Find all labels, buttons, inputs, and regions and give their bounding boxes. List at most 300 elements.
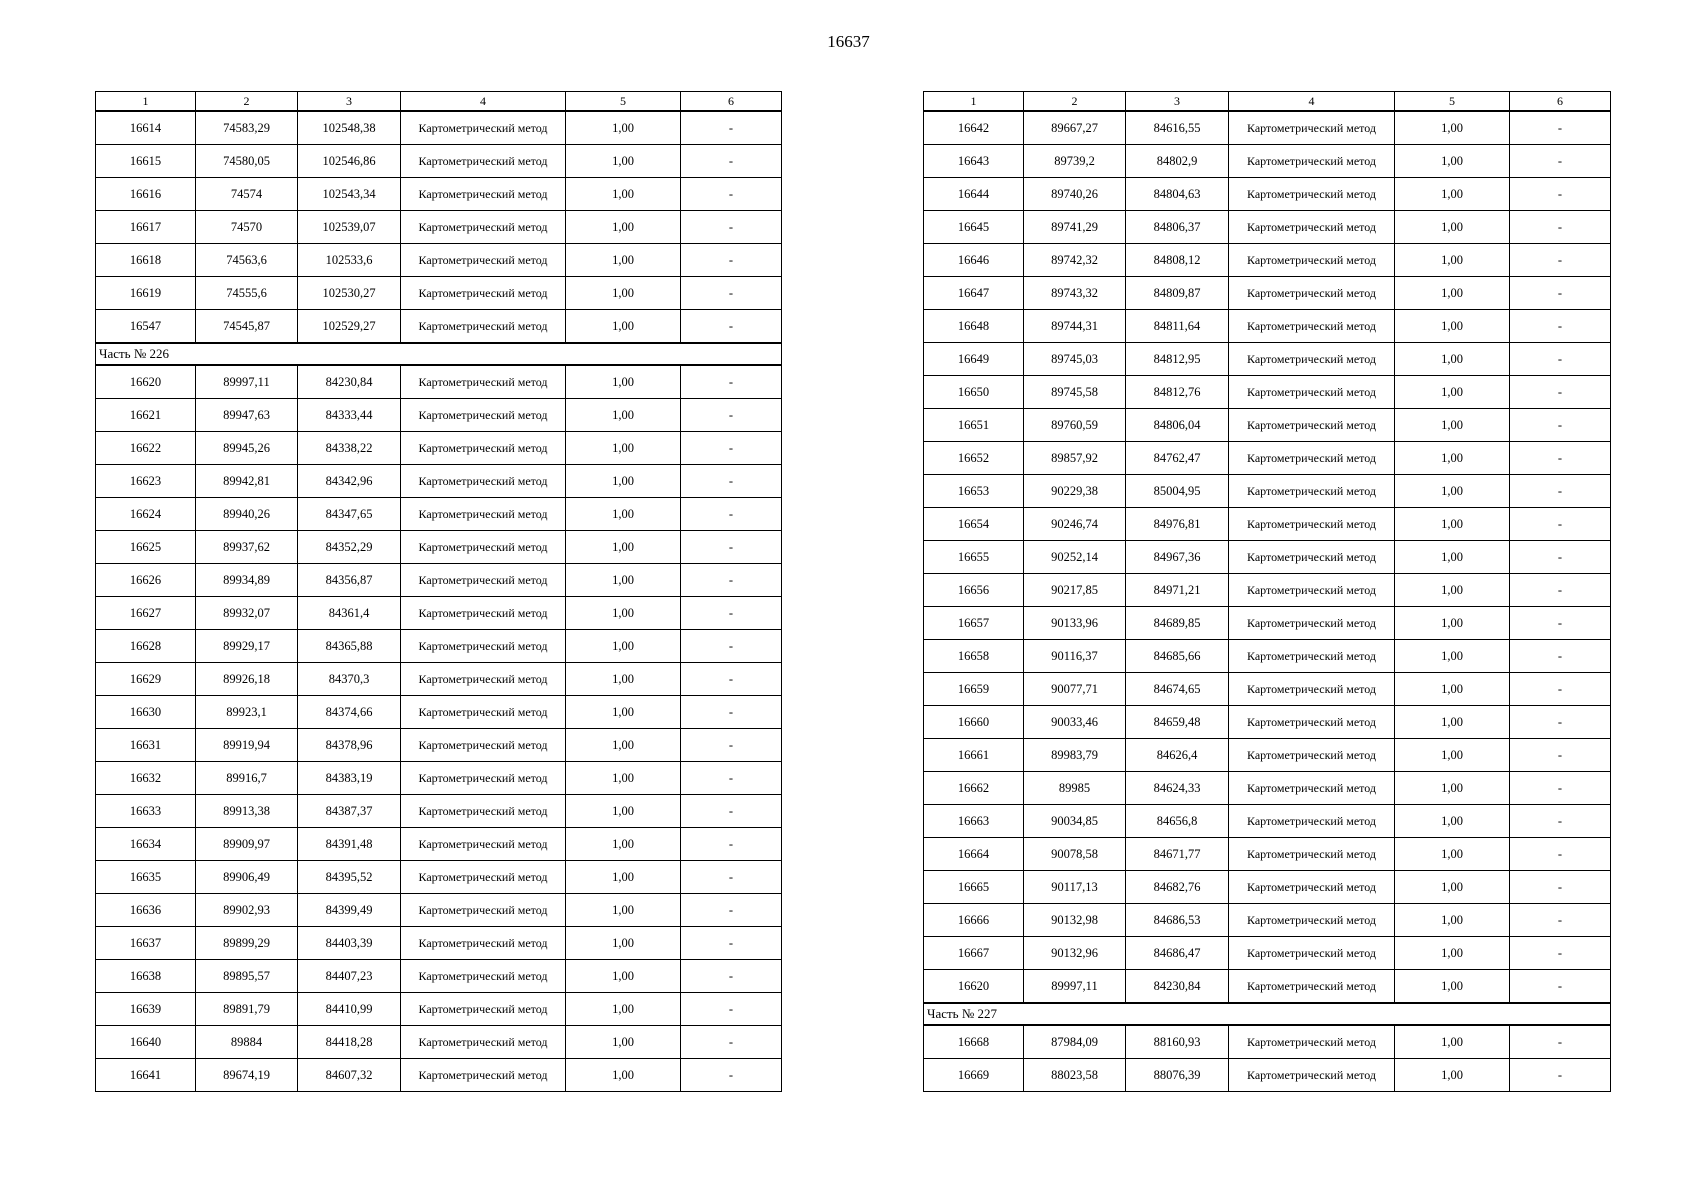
y-coordinate-cell: 84806,04 xyxy=(1126,409,1229,442)
table-row xyxy=(96,178,782,211)
y-coordinate-cell: 84685,66 xyxy=(1126,640,1229,673)
description-cell: - xyxy=(681,498,782,531)
point-number-cell: 16652 xyxy=(924,442,1024,475)
point-number-cell: 16660 xyxy=(924,706,1024,739)
point-number-cell: 16625 xyxy=(96,531,196,564)
x-coordinate-cell: 89902,93 xyxy=(196,894,298,927)
accuracy-cell: 1,00 xyxy=(566,310,681,344)
point-number-cell: 16633 xyxy=(96,795,196,828)
y-coordinate-cell: 84762,47 xyxy=(1126,442,1229,475)
table-row xyxy=(924,541,1611,574)
table-row xyxy=(96,762,782,795)
method-cell: Картометрический метод xyxy=(401,795,566,828)
y-coordinate-cell: 102546,86 xyxy=(298,145,401,178)
point-number-cell: 16658 xyxy=(924,640,1024,673)
description-cell: - xyxy=(681,244,782,277)
y-coordinate-cell: 84671,77 xyxy=(1126,838,1229,871)
method-cell: Картометрический метод xyxy=(1229,111,1395,145)
x-coordinate-cell: 90217,85 xyxy=(1024,574,1126,607)
x-coordinate-cell: 74563,6 xyxy=(196,244,298,277)
accuracy-cell: 1,00 xyxy=(566,465,681,498)
point-number-cell: 16636 xyxy=(96,894,196,927)
column-header: 3 xyxy=(1126,92,1229,112)
point-number-cell: 16668 xyxy=(924,1025,1024,1059)
y-coordinate-cell: 84976,81 xyxy=(1126,508,1229,541)
point-number-cell: 16627 xyxy=(96,597,196,630)
y-coordinate-cell: 84333,44 xyxy=(298,399,401,432)
description-cell: - xyxy=(681,630,782,663)
description-cell: - xyxy=(681,145,782,178)
coordinates-table-left xyxy=(95,91,782,1092)
x-coordinate-cell: 89884 xyxy=(196,1026,298,1059)
y-coordinate-cell: 84370,3 xyxy=(298,663,401,696)
accuracy-cell: 1,00 xyxy=(1395,607,1510,640)
description-cell: - xyxy=(681,365,782,399)
y-coordinate-cell: 84971,21 xyxy=(1126,574,1229,607)
x-coordinate-cell: 74583,29 xyxy=(196,111,298,145)
method-cell: Картометрический метод xyxy=(401,762,566,795)
x-coordinate-cell: 89929,17 xyxy=(196,630,298,663)
table-row xyxy=(924,508,1611,541)
point-number-cell: 16626 xyxy=(96,564,196,597)
x-coordinate-cell: 89906,49 xyxy=(196,861,298,894)
method-cell: Картометрический метод xyxy=(401,894,566,927)
method-cell: Картометрический метод xyxy=(1229,1025,1395,1059)
point-number-cell: 16632 xyxy=(96,762,196,795)
y-coordinate-cell: 84356,87 xyxy=(298,564,401,597)
description-cell: - xyxy=(1510,838,1611,871)
x-coordinate-cell: 90133,96 xyxy=(1024,607,1126,640)
point-number-cell: 16662 xyxy=(924,772,1024,805)
accuracy-cell: 1,00 xyxy=(1395,1025,1510,1059)
description-cell: - xyxy=(681,927,782,960)
table-row xyxy=(924,244,1611,277)
method-cell: Картометрический метод xyxy=(401,498,566,531)
point-number-cell: 16629 xyxy=(96,663,196,696)
coordinates-table-right xyxy=(923,91,1611,1092)
y-coordinate-cell: 84656,8 xyxy=(1126,805,1229,838)
method-cell: Картометрический метод xyxy=(1229,706,1395,739)
table-row xyxy=(96,993,782,1026)
accuracy-cell: 1,00 xyxy=(566,564,681,597)
y-coordinate-cell: 102543,34 xyxy=(298,178,401,211)
column-header: 6 xyxy=(681,92,782,112)
x-coordinate-cell: 90034,85 xyxy=(1024,805,1126,838)
table-row xyxy=(924,739,1611,772)
description-cell: - xyxy=(681,729,782,762)
table-row xyxy=(924,111,1611,145)
point-number-cell: 16547 xyxy=(96,310,196,344)
method-cell: Картометрический метод xyxy=(401,663,566,696)
accuracy-cell: 1,00 xyxy=(1395,739,1510,772)
accuracy-cell: 1,00 xyxy=(1395,871,1510,904)
method-cell: Картометрический метод xyxy=(1229,607,1395,640)
method-cell: Картометрический метод xyxy=(1229,1059,1395,1092)
accuracy-cell: 1,00 xyxy=(566,244,681,277)
accuracy-cell: 1,00 xyxy=(1395,640,1510,673)
x-coordinate-cell: 89895,57 xyxy=(196,960,298,993)
description-cell: - xyxy=(681,465,782,498)
y-coordinate-cell: 84804,63 xyxy=(1126,178,1229,211)
column-header: 5 xyxy=(1395,92,1510,112)
table-row xyxy=(924,1025,1611,1059)
table-row xyxy=(924,937,1611,970)
x-coordinate-cell: 89940,26 xyxy=(196,498,298,531)
accuracy-cell: 1,00 xyxy=(1395,111,1510,145)
x-coordinate-cell: 89742,32 xyxy=(1024,244,1126,277)
method-cell: Картометрический метод xyxy=(1229,871,1395,904)
table-row xyxy=(924,475,1611,508)
description-cell: - xyxy=(681,762,782,795)
section-row xyxy=(96,343,782,365)
table-row xyxy=(924,904,1611,937)
accuracy-cell: 1,00 xyxy=(1395,376,1510,409)
table-header-row xyxy=(96,92,782,112)
method-cell: Картометрический метод xyxy=(401,630,566,663)
description-cell: - xyxy=(1510,871,1611,904)
description-cell: - xyxy=(681,531,782,564)
table-row xyxy=(924,343,1611,376)
table-row xyxy=(96,211,782,244)
y-coordinate-cell: 85004,95 xyxy=(1126,475,1229,508)
column-header: 6 xyxy=(1510,92,1611,112)
method-cell: Картометрический метод xyxy=(401,927,566,960)
accuracy-cell: 1,00 xyxy=(566,696,681,729)
method-cell: Картометрический метод xyxy=(401,432,566,465)
point-number-cell: 16655 xyxy=(924,541,1024,574)
method-cell: Картометрический метод xyxy=(1229,739,1395,772)
x-coordinate-cell: 90116,37 xyxy=(1024,640,1126,673)
point-number-cell: 16654 xyxy=(924,508,1024,541)
method-cell: Картометрический метод xyxy=(401,399,566,432)
table-row xyxy=(924,376,1611,409)
accuracy-cell: 1,00 xyxy=(566,597,681,630)
accuracy-cell: 1,00 xyxy=(1395,970,1510,1004)
point-number-cell: 16650 xyxy=(924,376,1024,409)
x-coordinate-cell: 89947,63 xyxy=(196,399,298,432)
accuracy-cell: 1,00 xyxy=(1395,442,1510,475)
table-row xyxy=(96,432,782,465)
y-coordinate-cell: 84361,4 xyxy=(298,597,401,630)
table-row xyxy=(96,960,782,993)
description-cell: - xyxy=(681,564,782,597)
point-number-cell: 16645 xyxy=(924,211,1024,244)
table-row xyxy=(96,310,782,344)
point-number-cell: 16664 xyxy=(924,838,1024,871)
description-cell: - xyxy=(681,861,782,894)
column-header: 5 xyxy=(566,92,681,112)
point-number-cell: 16620 xyxy=(96,365,196,399)
method-cell: Картометрический метод xyxy=(401,178,566,211)
point-number-cell: 16648 xyxy=(924,310,1024,343)
method-cell: Картометрический метод xyxy=(1229,178,1395,211)
accuracy-cell: 1,00 xyxy=(566,993,681,1026)
x-coordinate-cell: 74555,6 xyxy=(196,277,298,310)
accuracy-cell: 1,00 xyxy=(566,894,681,927)
method-cell: Картометрический метод xyxy=(401,696,566,729)
description-cell: - xyxy=(681,310,782,344)
point-number-cell: 16659 xyxy=(924,673,1024,706)
table-row xyxy=(924,409,1611,442)
description-cell: - xyxy=(681,432,782,465)
method-cell: Картометрический метод xyxy=(1229,376,1395,409)
table-row xyxy=(96,111,782,145)
table-row xyxy=(96,663,782,696)
method-cell: Картометрический метод xyxy=(1229,970,1395,1004)
y-coordinate-cell: 84399,49 xyxy=(298,894,401,927)
description-cell: - xyxy=(681,1059,782,1092)
column-header: 2 xyxy=(1024,92,1126,112)
column-header: 1 xyxy=(924,92,1024,112)
accuracy-cell: 1,00 xyxy=(566,432,681,465)
point-number-cell: 16667 xyxy=(924,937,1024,970)
x-coordinate-cell: 89919,94 xyxy=(196,729,298,762)
description-cell: - xyxy=(1510,442,1611,475)
method-cell: Картометрический метод xyxy=(401,564,566,597)
method-cell: Картометрический метод xyxy=(401,1059,566,1092)
x-coordinate-cell: 90252,14 xyxy=(1024,541,1126,574)
y-coordinate-cell: 84410,99 xyxy=(298,993,401,1026)
accuracy-cell: 1,00 xyxy=(566,211,681,244)
method-cell: Картометрический метод xyxy=(1229,211,1395,244)
page-number: 16637 xyxy=(827,32,870,51)
method-cell: Картометрический метод xyxy=(1229,475,1395,508)
y-coordinate-cell: 84374,66 xyxy=(298,696,401,729)
table-row xyxy=(924,871,1611,904)
table-row xyxy=(924,838,1611,871)
x-coordinate-cell: 89741,29 xyxy=(1024,211,1126,244)
x-coordinate-cell: 87984,09 xyxy=(1024,1025,1126,1059)
description-cell: - xyxy=(1510,376,1611,409)
description-cell: - xyxy=(681,960,782,993)
method-cell: Картометрический метод xyxy=(1229,772,1395,805)
accuracy-cell: 1,00 xyxy=(1395,706,1510,739)
y-coordinate-cell: 84624,33 xyxy=(1126,772,1229,805)
accuracy-cell: 1,00 xyxy=(566,828,681,861)
table-row xyxy=(96,828,782,861)
x-coordinate-cell: 89667,27 xyxy=(1024,111,1126,145)
x-coordinate-cell: 89740,26 xyxy=(1024,178,1126,211)
description-cell: - xyxy=(1510,310,1611,343)
x-coordinate-cell: 74570 xyxy=(196,211,298,244)
accuracy-cell: 1,00 xyxy=(1395,772,1510,805)
table-row xyxy=(96,696,782,729)
point-number-cell: 16634 xyxy=(96,828,196,861)
point-number-cell: 16638 xyxy=(96,960,196,993)
table-row xyxy=(96,399,782,432)
x-coordinate-cell: 89744,31 xyxy=(1024,310,1126,343)
y-coordinate-cell: 102530,27 xyxy=(298,277,401,310)
point-number-cell: 16630 xyxy=(96,696,196,729)
y-coordinate-cell: 84674,65 xyxy=(1126,673,1229,706)
x-coordinate-cell: 89760,59 xyxy=(1024,409,1126,442)
point-number-cell: 16616 xyxy=(96,178,196,211)
accuracy-cell: 1,00 xyxy=(566,762,681,795)
y-coordinate-cell: 84230,84 xyxy=(298,365,401,399)
x-coordinate-cell: 74545,87 xyxy=(196,310,298,344)
column-header: 2 xyxy=(196,92,298,112)
method-cell: Картометрический метод xyxy=(401,465,566,498)
method-cell: Картометрический метод xyxy=(401,277,566,310)
y-coordinate-cell: 84407,23 xyxy=(298,960,401,993)
table-row xyxy=(924,805,1611,838)
x-coordinate-cell: 90246,74 xyxy=(1024,508,1126,541)
table-row xyxy=(96,729,782,762)
accuracy-cell: 1,00 xyxy=(566,1026,681,1059)
y-coordinate-cell: 102533,6 xyxy=(298,244,401,277)
accuracy-cell: 1,00 xyxy=(566,663,681,696)
table-row xyxy=(96,145,782,178)
description-cell: - xyxy=(681,277,782,310)
table-row xyxy=(924,970,1611,1004)
y-coordinate-cell: 102539,07 xyxy=(298,211,401,244)
y-coordinate-cell: 84812,95 xyxy=(1126,343,1229,376)
point-number-cell: 16646 xyxy=(924,244,1024,277)
description-cell: - xyxy=(1510,211,1611,244)
y-coordinate-cell: 84689,85 xyxy=(1126,607,1229,640)
accuracy-cell: 1,00 xyxy=(566,531,681,564)
description-cell: - xyxy=(1510,772,1611,805)
y-coordinate-cell: 84626,4 xyxy=(1126,739,1229,772)
table-row xyxy=(96,795,782,828)
x-coordinate-cell: 89891,79 xyxy=(196,993,298,1026)
description-cell: - xyxy=(1510,970,1611,1004)
description-cell: - xyxy=(681,211,782,244)
table-row xyxy=(96,244,782,277)
y-coordinate-cell: 84806,37 xyxy=(1126,211,1229,244)
y-coordinate-cell: 84686,53 xyxy=(1126,904,1229,937)
accuracy-cell: 1,00 xyxy=(1395,310,1510,343)
point-number-cell: 16653 xyxy=(924,475,1024,508)
table-row xyxy=(924,277,1611,310)
table-row xyxy=(96,498,782,531)
description-cell: - xyxy=(1510,111,1611,145)
x-coordinate-cell: 89739,2 xyxy=(1024,145,1126,178)
table-row xyxy=(924,607,1611,640)
description-cell: - xyxy=(1510,343,1611,376)
method-cell: Картометрический метод xyxy=(401,993,566,1026)
description-cell: - xyxy=(1510,1025,1611,1059)
table-row xyxy=(96,861,782,894)
method-cell: Картометрический метод xyxy=(1229,508,1395,541)
point-number-cell: 16621 xyxy=(96,399,196,432)
accuracy-cell: 1,00 xyxy=(566,861,681,894)
table-row xyxy=(96,564,782,597)
table-row xyxy=(96,927,782,960)
point-number-cell: 16631 xyxy=(96,729,196,762)
x-coordinate-cell: 89926,18 xyxy=(196,663,298,696)
accuracy-cell: 1,00 xyxy=(1395,937,1510,970)
description-cell: - xyxy=(1510,607,1611,640)
point-number-cell: 16644 xyxy=(924,178,1024,211)
description-cell: - xyxy=(1510,409,1611,442)
point-number-cell: 16641 xyxy=(96,1059,196,1092)
table-row xyxy=(96,531,782,564)
point-number-cell: 16669 xyxy=(924,1059,1024,1092)
description-cell: - xyxy=(1510,805,1611,838)
accuracy-cell: 1,00 xyxy=(1395,805,1510,838)
x-coordinate-cell: 90033,46 xyxy=(1024,706,1126,739)
point-number-cell: 16614 xyxy=(96,111,196,145)
y-coordinate-cell: 102548,38 xyxy=(298,111,401,145)
accuracy-cell: 1,00 xyxy=(566,1059,681,1092)
description-cell: - xyxy=(1510,178,1611,211)
description-cell: - xyxy=(1510,904,1611,937)
y-coordinate-cell: 84808,12 xyxy=(1126,244,1229,277)
method-cell: Картометрический метод xyxy=(1229,640,1395,673)
y-coordinate-cell: 84395,52 xyxy=(298,861,401,894)
x-coordinate-cell: 89743,32 xyxy=(1024,277,1126,310)
y-coordinate-cell: 84607,32 xyxy=(298,1059,401,1092)
method-cell: Картометрический метод xyxy=(401,1026,566,1059)
y-coordinate-cell: 84378,96 xyxy=(298,729,401,762)
point-number-cell: 16623 xyxy=(96,465,196,498)
method-cell: Картометрический метод xyxy=(1229,541,1395,574)
accuracy-cell: 1,00 xyxy=(1395,1059,1510,1092)
x-coordinate-cell: 89942,81 xyxy=(196,465,298,498)
description-cell: - xyxy=(681,828,782,861)
table-row xyxy=(924,145,1611,178)
column-header: 1 xyxy=(96,92,196,112)
accuracy-cell: 1,00 xyxy=(1395,508,1510,541)
method-cell: Картометрический метод xyxy=(401,828,566,861)
description-cell: - xyxy=(681,696,782,729)
description-cell: - xyxy=(1510,277,1611,310)
method-cell: Картометрический метод xyxy=(401,111,566,145)
x-coordinate-cell: 89934,89 xyxy=(196,564,298,597)
description-cell: - xyxy=(681,597,782,630)
method-cell: Картометрический метод xyxy=(401,244,566,277)
method-cell: Картометрический метод xyxy=(1229,343,1395,376)
x-coordinate-cell: 74574 xyxy=(196,178,298,211)
accuracy-cell: 1,00 xyxy=(1395,541,1510,574)
table-row xyxy=(924,640,1611,673)
method-cell: Картометрический метод xyxy=(401,861,566,894)
accuracy-cell: 1,00 xyxy=(1395,475,1510,508)
point-number-cell: 16637 xyxy=(96,927,196,960)
x-coordinate-cell: 90077,71 xyxy=(1024,673,1126,706)
accuracy-cell: 1,00 xyxy=(566,145,681,178)
description-cell: - xyxy=(681,663,782,696)
y-coordinate-cell: 84391,48 xyxy=(298,828,401,861)
x-coordinate-cell: 89932,07 xyxy=(196,597,298,630)
point-number-cell: 16640 xyxy=(96,1026,196,1059)
x-coordinate-cell: 90132,96 xyxy=(1024,937,1126,970)
method-cell: Картометрический метод xyxy=(1229,574,1395,607)
x-coordinate-cell: 88023,58 xyxy=(1024,1059,1126,1092)
point-number-cell: 16639 xyxy=(96,993,196,1026)
point-number-cell: 16661 xyxy=(924,739,1024,772)
point-number-cell: 16642 xyxy=(924,111,1024,145)
x-coordinate-cell: 89913,38 xyxy=(196,795,298,828)
description-cell: - xyxy=(1510,475,1611,508)
accuracy-cell: 1,00 xyxy=(1395,211,1510,244)
x-coordinate-cell: 89937,62 xyxy=(196,531,298,564)
description-cell: - xyxy=(681,894,782,927)
x-coordinate-cell: 89745,58 xyxy=(1024,376,1126,409)
method-cell: Картометрический метод xyxy=(1229,838,1395,871)
table-row xyxy=(96,1026,782,1059)
y-coordinate-cell: 84967,36 xyxy=(1126,541,1229,574)
accuracy-cell: 1,00 xyxy=(566,277,681,310)
method-cell: Картометрический метод xyxy=(1229,904,1395,937)
method-cell: Картометрический метод xyxy=(1229,310,1395,343)
x-coordinate-cell: 90117,13 xyxy=(1024,871,1126,904)
table-row xyxy=(96,1059,782,1092)
accuracy-cell: 1,00 xyxy=(1395,904,1510,937)
method-cell: Картометрический метод xyxy=(1229,673,1395,706)
section-title: Часть № 226 xyxy=(96,343,782,365)
